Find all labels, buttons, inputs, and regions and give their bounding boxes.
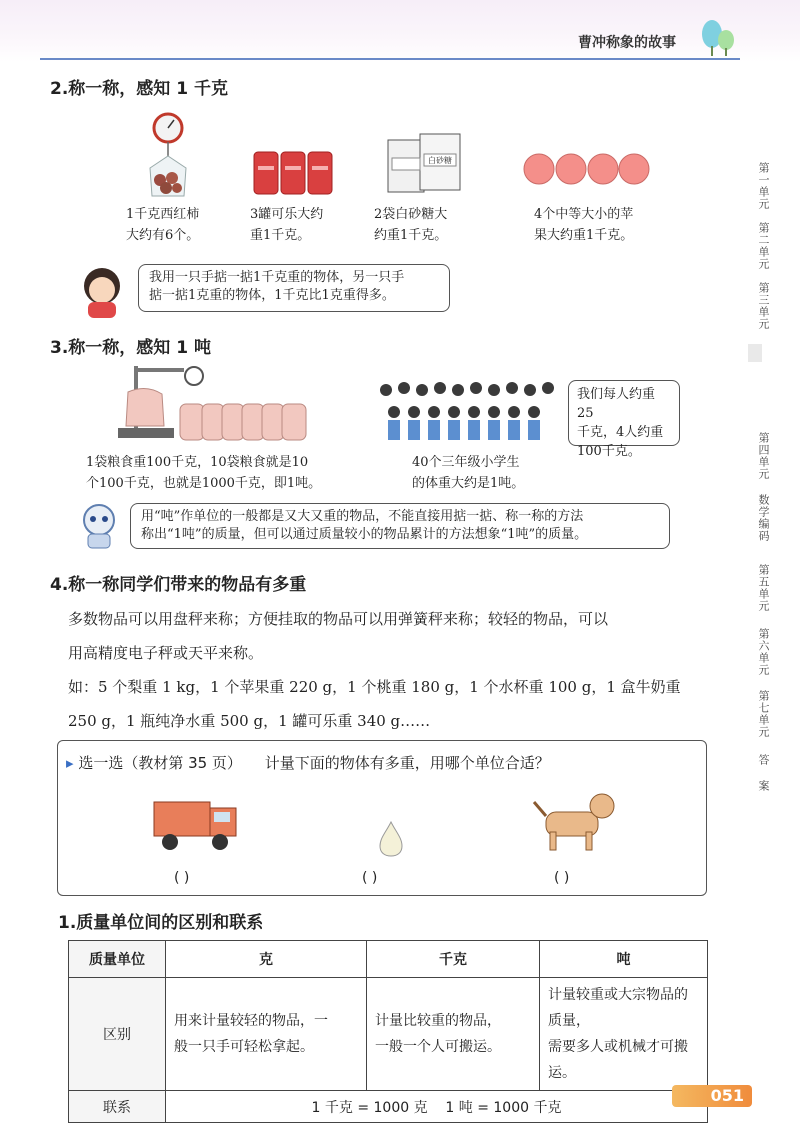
section-1-title: 1.质量单位间的区别和联系 — [58, 913, 264, 933]
pear-illustration — [376, 818, 406, 858]
cola-cans-illustration — [250, 148, 336, 198]
mass-units-table — [68, 940, 708, 1123]
girl-avatar — [72, 262, 132, 320]
students-group-illustration — [374, 378, 560, 448]
robot-note: 用“吨”作单位的一般都是又大又重的物品，不能直接用掂一掂、称一称的方法 称出“1吨”的质量，但可以通过质量较小的物品累计的方法想象“1吨”的质量。 — [130, 503, 670, 549]
caption-grain: 1袋粮食重100千克，10袋粮食就是10 个100千克，也就是1000千克，即1吨。 — [86, 455, 322, 491]
truck-illustration — [150, 792, 242, 854]
exercise-question: 计量下面的物体有多重，用哪个单位合适？ — [264, 754, 550, 772]
side-tab-unit-1[interactable]: 第一单元 — [757, 162, 770, 210]
side-tab-unit-6[interactable]: 第六单元 — [757, 628, 770, 676]
answer-blank-pear[interactable]: ( ) — [362, 870, 378, 886]
table-cell: 计量较重或大宗物品的质量， 需要多人或机械才可搬运。 — [540, 978, 708, 1091]
side-tab-unit-4[interactable]: 第四单元 — [757, 432, 770, 480]
table-header-row — [69, 941, 708, 978]
dog-illustration — [532, 788, 622, 854]
table-header-cell: 质量单位 — [69, 941, 166, 978]
robot-avatar — [76, 502, 122, 550]
answer-blank-dog[interactable]: ( ) — [554, 870, 570, 886]
row-label: 区别 — [69, 978, 166, 1091]
tip-bubble-1kg: 我用一只手掂一掂1千克重的物体，另一只手 掂一掂1克重的物体，1千克比1克重得多。 — [138, 264, 450, 312]
header-band — [0, 0, 800, 62]
header-rule — [40, 58, 740, 60]
apples-illustration — [522, 150, 650, 188]
caption-apples: 4个中等大小的苹 果大约重1千克。 — [534, 207, 634, 243]
answer-blank-truck[interactable]: ( ) — [174, 870, 190, 886]
side-tab-answers[interactable]: 答 案 — [757, 754, 770, 792]
section-2-title: 2.称一称，感知 1 千克 — [50, 79, 228, 99]
table-row — [69, 1091, 708, 1123]
section-4-title: 4.称一称同学们带来的物品有多重 — [50, 575, 307, 595]
sugar-bags-illustration — [384, 128, 466, 198]
table-cell: 1 千克 = 1000 克 1 吨 = 1000 千克 — [166, 1091, 708, 1123]
caption-sugar: 2袋白砂糖大 约重1千克。 — [374, 207, 448, 243]
table-header-cell: 克 — [166, 941, 367, 978]
table-row — [69, 978, 708, 1091]
side-tab-unit-5[interactable]: 第五单元 — [757, 564, 770, 612]
section-3-title: 3.称一称，感知 1 吨 — [50, 338, 211, 358]
tip-bubble-students: 我们每人约重25 千克，4人约重 100千克。 — [568, 380, 680, 446]
caption-students: 40个三年级小学生 的体重大约是1吨。 — [412, 455, 525, 491]
tomato-scale-illustration — [140, 108, 200, 203]
side-tab-unit-3[interactable]: 第三单元 — [757, 282, 770, 330]
sugar-label: 白砂糖 — [428, 156, 452, 165]
side-tab-unit-2[interactable]: 第二单元 — [757, 222, 770, 270]
side-tab-unit-7[interactable]: 第七单元 — [757, 690, 770, 738]
table-header-cell: 千克 — [367, 941, 540, 978]
scale-usage-text: 多数物品可以用盘秤来称；方便挂取的物品可以用弹簧秤来称；较轻的物品，可以 用高精度电子秤或天平来称。 如：5 个梨重 1 kg，1 个苹果重 220 g，1 个桃重 180 g，1 个水杯重 100 g，1 盒牛奶重 250 g，1 瓶纯净水重 500 g，1 罐可乐重 340 g…… — [68, 610, 681, 730]
caption-cola: 3罐可乐大约 重1千克。 — [250, 207, 324, 243]
caption-tomato: 1千克西红柿 大约有6个。 — [126, 207, 200, 243]
table-cell: 用来计量较轻的物品，一 般一只手可轻松拿起。 — [166, 978, 367, 1091]
exercise-header — [66, 752, 550, 773]
triangle-icon: ▸ — [66, 754, 74, 772]
row-label: 联系 — [69, 1091, 166, 1123]
grain-bags-scale-illustration — [110, 362, 310, 450]
chapter-title: 曹冲称象的故事 — [578, 35, 676, 51]
side-tab-current-marker — [748, 344, 762, 362]
table-header-cell: 吨 — [540, 941, 708, 978]
side-tab-math-code[interactable]: 数学编码 — [757, 494, 770, 542]
page-number-badge: 051 — [672, 1085, 752, 1107]
exercise-label: 选一选（教材第 35 页） — [78, 754, 242, 772]
tree-icon — [698, 18, 738, 58]
table-cell: 计量比较重的物品， 一般一个人可搬运。 — [367, 978, 540, 1091]
